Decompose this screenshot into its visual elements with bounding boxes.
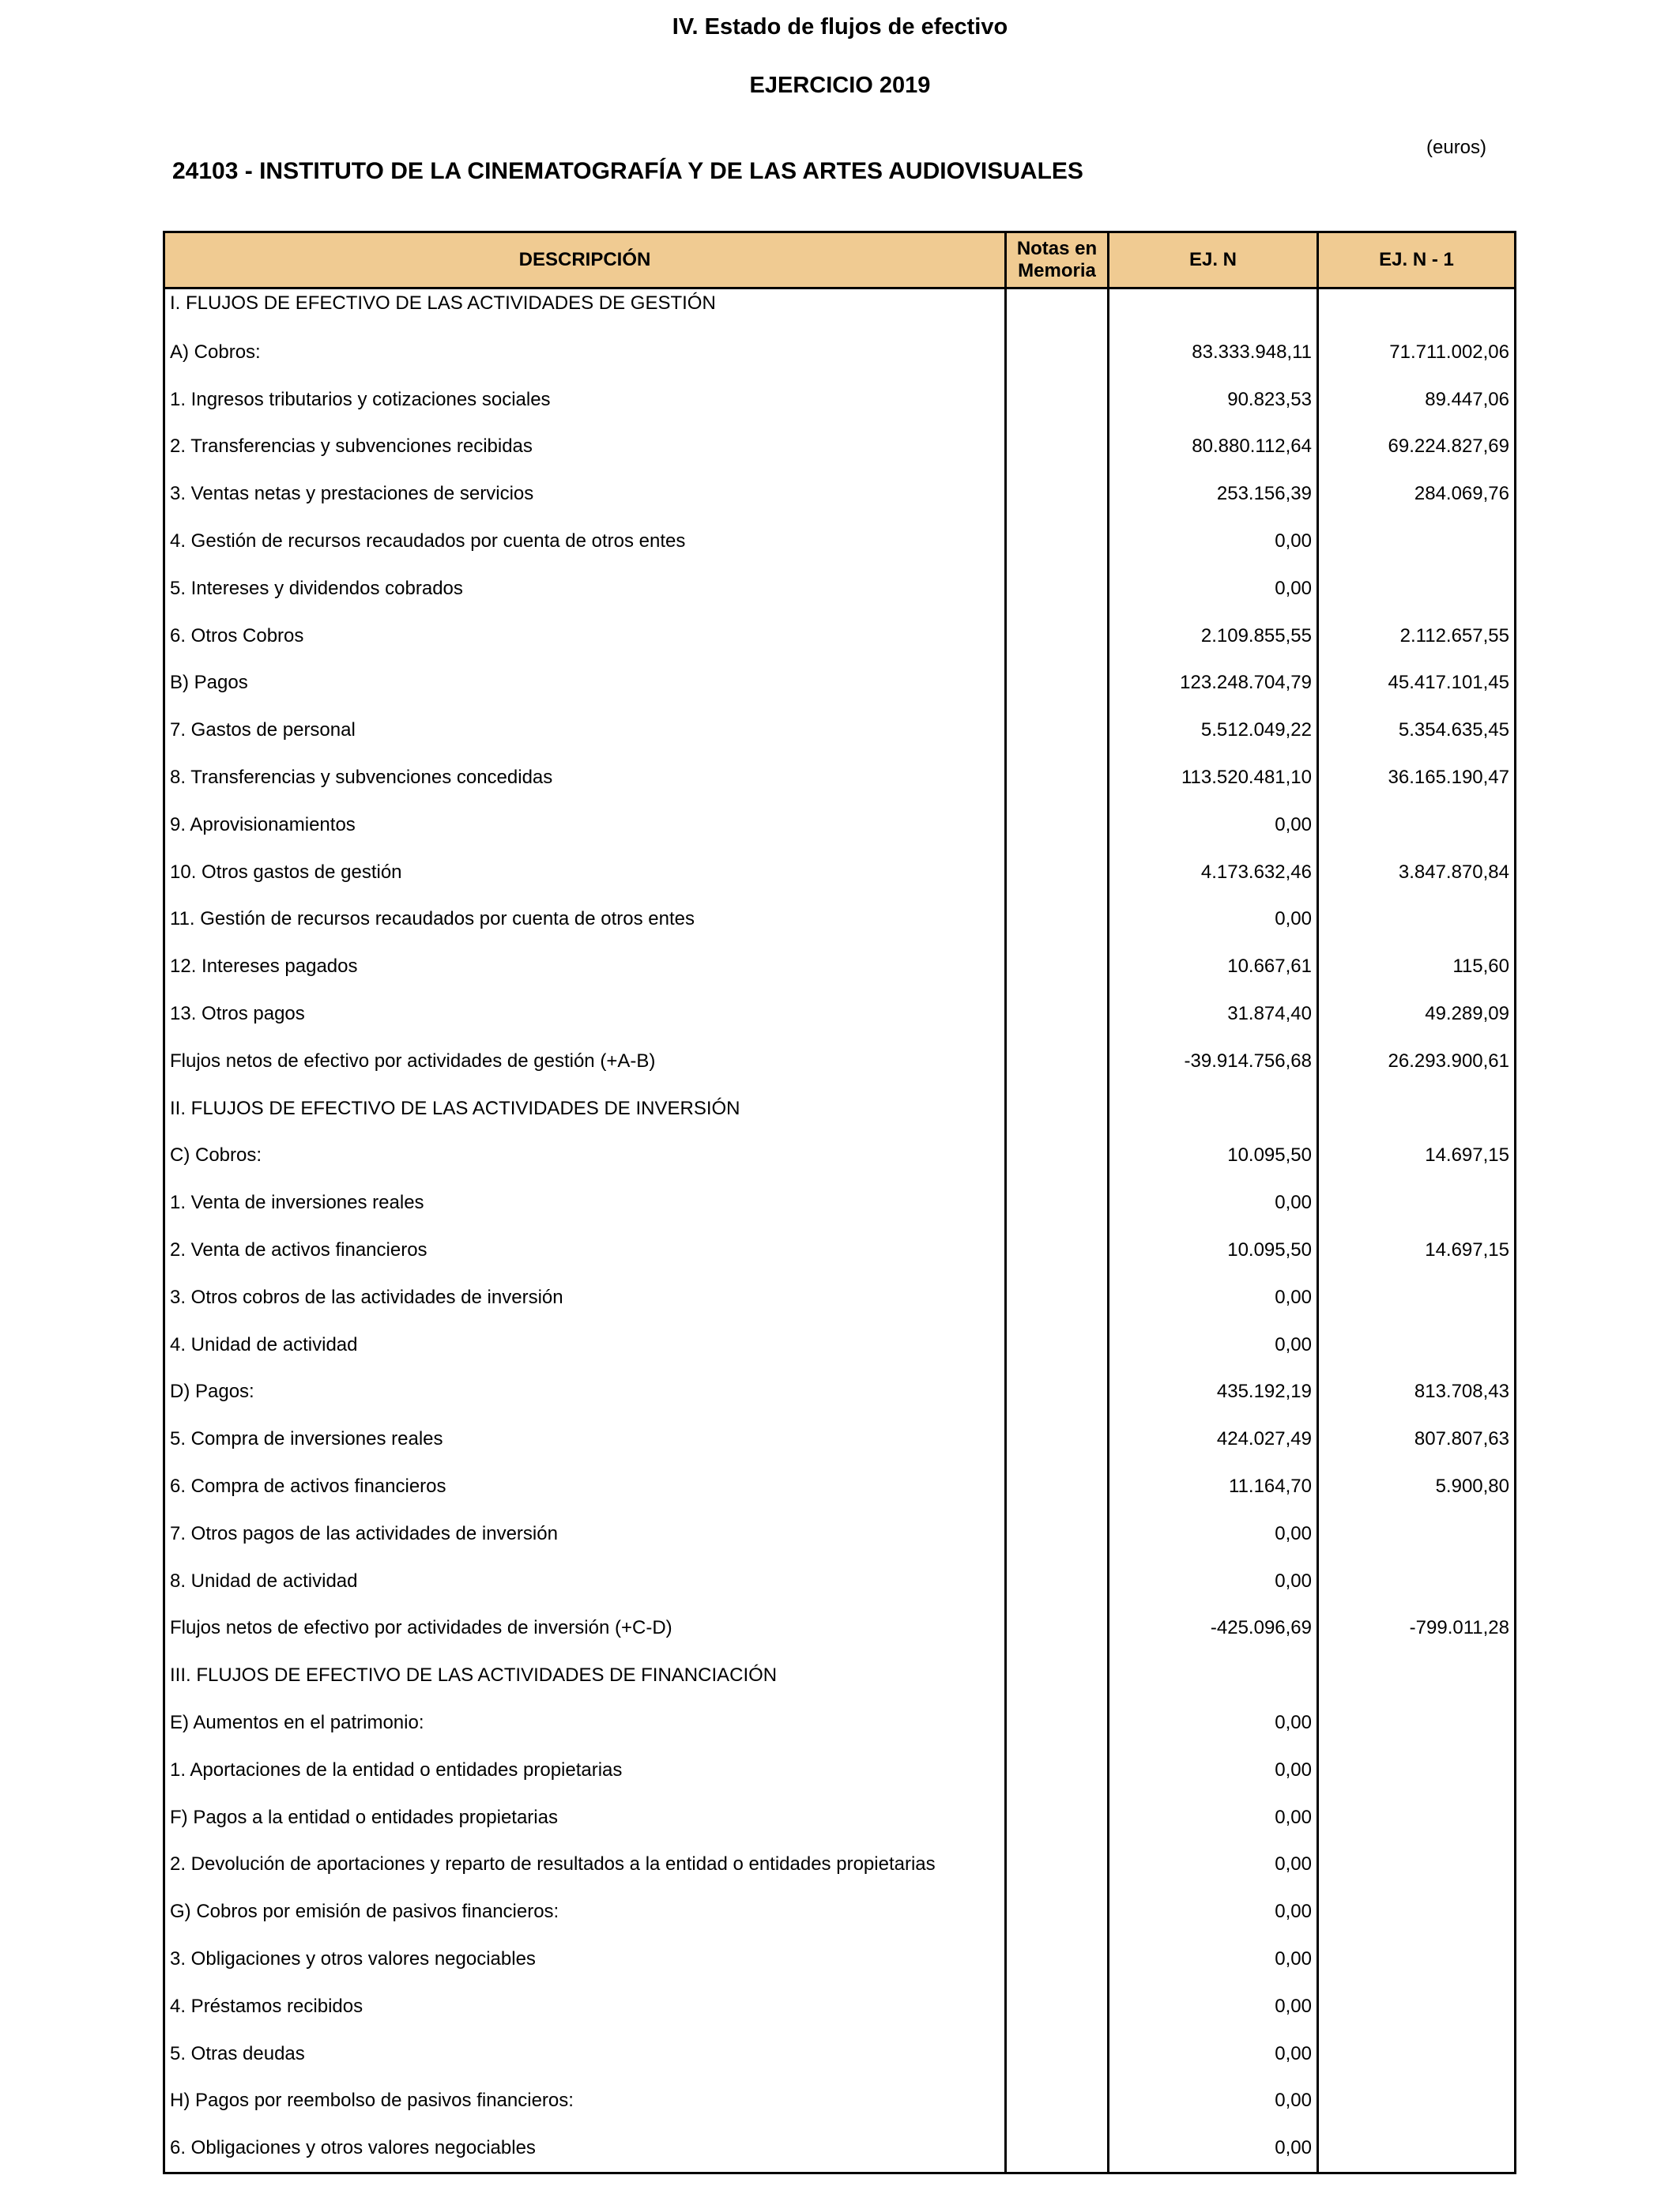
row-value-year-n: 11.164,70 xyxy=(1109,1463,1318,1510)
table-row xyxy=(164,565,1516,613)
row-description: Flujos netos de efectivo por actividades de inversión (+C-D) xyxy=(164,1605,1006,1653)
row-value-year-n: 0,00 xyxy=(1109,1699,1318,1747)
row-value-year-n: 2.109.855,55 xyxy=(1109,613,1318,660)
row-note xyxy=(1006,1274,1109,1321)
row-description: 3. Otros cobros de las actividades de inversión xyxy=(164,1274,1006,1321)
row-value-year-n: 0,00 xyxy=(1109,1983,1318,2030)
row-value-year-n1: -799.011,28 xyxy=(1318,1605,1516,1653)
row-value-year-n: 0,00 xyxy=(1109,1888,1318,1936)
row-value-year-n1: 3.847.870,84 xyxy=(1318,849,1516,896)
row-description: 1. Ingresos tributarios y cotizaciones sociales xyxy=(164,376,1006,424)
row-description: 1. Venta de inversiones reales xyxy=(164,1179,1006,1227)
row-description: 10. Otros gastos de gestión xyxy=(164,849,1006,896)
table-row xyxy=(164,1274,1516,1321)
table-row xyxy=(164,1888,1516,1936)
row-note xyxy=(1006,518,1109,565)
row-value-year-n1: 2.112.657,55 xyxy=(1318,613,1516,660)
row-description: 3. Ventas netas y prestaciones de servicios xyxy=(164,470,1006,518)
table-row xyxy=(164,1321,1516,1369)
row-description: 4. Unidad de actividad xyxy=(164,1321,1006,1369)
table-row xyxy=(164,1983,1516,2030)
row-description: 2. Devolución de aportaciones y reparto de resultados a la entidad o entidades propietarias xyxy=(164,1842,1006,1889)
row-note xyxy=(1006,613,1109,660)
row-description: Flujos netos de efectivo por actividades de gestión (+A-B) xyxy=(164,1038,1006,1085)
row-value-year-n: 0,00 xyxy=(1109,1558,1318,1605)
row-value-year-n1 xyxy=(1318,801,1516,849)
row-note xyxy=(1006,1605,1109,1653)
row-description: 5. Otras deudas xyxy=(164,2030,1006,2078)
table-row xyxy=(164,2124,1516,2173)
row-value-year-n1: 284.069,76 xyxy=(1318,470,1516,518)
table-row xyxy=(164,990,1516,1038)
row-description: 9. Aprovisionamientos xyxy=(164,801,1006,849)
row-value-year-n: 424.027,49 xyxy=(1109,1416,1318,1463)
row-value-year-n: 0,00 xyxy=(1109,1179,1318,1227)
row-note xyxy=(1006,896,1109,944)
row-note xyxy=(1006,2077,1109,2124)
row-value-year-n1: 26.293.900,61 xyxy=(1318,1038,1516,1085)
row-note xyxy=(1006,2124,1109,2173)
row-value-year-n: 4.173.632,46 xyxy=(1109,849,1318,896)
row-value-year-n: 0,00 xyxy=(1109,1794,1318,1842)
row-value-year-n1 xyxy=(1318,1794,1516,1842)
row-note xyxy=(1006,1558,1109,1605)
row-note xyxy=(1006,1888,1109,1936)
table-row xyxy=(164,1038,1516,1085)
row-note xyxy=(1006,707,1109,754)
row-description: 2. Transferencias y subvenciones recibidas xyxy=(164,424,1006,471)
row-description: 12. Intereses pagados xyxy=(164,943,1006,990)
table-row xyxy=(164,754,1516,801)
table-row xyxy=(164,1510,1516,1558)
row-value-year-n1 xyxy=(1318,2030,1516,2078)
row-description: E) Aumentos en el patrimonio: xyxy=(164,1699,1006,1747)
row-note xyxy=(1006,1842,1109,1889)
table-row xyxy=(164,1936,1516,1983)
row-value-year-n1 xyxy=(1318,565,1516,613)
row-note xyxy=(1006,754,1109,801)
table-body xyxy=(164,288,1516,2173)
currency-units: (euros) xyxy=(1426,137,1487,158)
row-value-year-n: 0,00 xyxy=(1109,2124,1318,2173)
table-row xyxy=(164,2077,1516,2124)
row-value-year-n1 xyxy=(1318,2077,1516,2124)
row-value-year-n1: 115,60 xyxy=(1318,943,1516,990)
table-row xyxy=(164,801,1516,849)
col-header-notes-line1: Notas en xyxy=(1016,238,1098,259)
table-row xyxy=(164,1652,1516,1699)
table-row xyxy=(164,943,1516,990)
row-value-year-n: 83.333.948,11 xyxy=(1109,329,1318,376)
row-note xyxy=(1006,565,1109,613)
row-value-year-n1 xyxy=(1318,1179,1516,1227)
row-value-year-n1: 5.900,80 xyxy=(1318,1463,1516,1510)
row-value-year-n: 0,00 xyxy=(1109,1842,1318,1889)
row-value-year-n: 0,00 xyxy=(1109,565,1318,613)
row-note xyxy=(1006,1794,1109,1842)
table-row xyxy=(164,849,1516,896)
table-row xyxy=(164,376,1516,424)
row-value-year-n: 0,00 xyxy=(1109,2030,1318,2078)
row-description: 3. Obligaciones y otros valores negociables xyxy=(164,1936,1006,1983)
row-value-year-n1 xyxy=(1318,2124,1516,2173)
row-value-year-n: 0,00 xyxy=(1109,2077,1318,2124)
row-value-year-n1 xyxy=(1318,1321,1516,1369)
table-row xyxy=(164,1369,1516,1416)
row-description: III. FLUJOS DE EFECTIVO DE LAS ACTIVIDADES DE FINANCIACIÓN xyxy=(164,1652,1006,1699)
row-value-year-n: 10.095,50 xyxy=(1109,1227,1318,1274)
row-description: B) Pagos xyxy=(164,660,1006,707)
table-row xyxy=(164,1794,1516,1842)
row-note xyxy=(1006,1747,1109,1794)
row-value-year-n: 10.667,61 xyxy=(1109,943,1318,990)
row-description: C) Cobros: xyxy=(164,1133,1006,1180)
row-description: I. FLUJOS DE EFECTIVO DE LAS ACTIVIDADES DE GESTIÓN xyxy=(164,288,1006,330)
row-note xyxy=(1006,2030,1109,2078)
row-value-year-n: 5.512.049,22 xyxy=(1109,707,1318,754)
row-value-year-n: 0,00 xyxy=(1109,896,1318,944)
row-description: F) Pagos a la entidad o entidades propietarias xyxy=(164,1794,1006,1842)
row-note xyxy=(1006,424,1109,471)
row-value-year-n1: 71.711.002,06 xyxy=(1318,329,1516,376)
row-note xyxy=(1006,1652,1109,1699)
table-row xyxy=(164,707,1516,754)
row-description: 7. Otros pagos de las actividades de inversión xyxy=(164,1510,1006,1558)
table-row xyxy=(164,1179,1516,1227)
row-value-year-n1 xyxy=(1318,1842,1516,1889)
row-value-year-n: 435.192,19 xyxy=(1109,1369,1318,1416)
row-description: D) Pagos: xyxy=(164,1369,1006,1416)
row-value-year-n1: 5.354.635,45 xyxy=(1318,707,1516,754)
row-note xyxy=(1006,1179,1109,1227)
row-note xyxy=(1006,1699,1109,1747)
row-value-year-n1: 14.697,15 xyxy=(1318,1227,1516,1274)
row-value-year-n: 0,00 xyxy=(1109,1936,1318,1983)
col-header-year-n: EJ. N xyxy=(1109,232,1318,288)
row-note xyxy=(1006,1321,1109,1369)
table-row xyxy=(164,1416,1516,1463)
table-row xyxy=(164,2030,1516,2078)
row-description: II. FLUJOS DE EFECTIVO DE LAS ACTIVIDADES DE INVERSIÓN xyxy=(164,1085,1006,1133)
row-note xyxy=(1006,849,1109,896)
row-note xyxy=(1006,1416,1109,1463)
statement-title: IV. Estado de flujos de efectivo xyxy=(672,14,1008,40)
table-row xyxy=(164,1227,1516,1274)
row-value-year-n1 xyxy=(1318,1085,1516,1133)
row-value-year-n: 113.520.481,10 xyxy=(1109,754,1318,801)
table-row xyxy=(164,518,1516,565)
row-value-year-n1 xyxy=(1318,1983,1516,2030)
row-value-year-n1: 69.224.827,69 xyxy=(1318,424,1516,471)
table-row xyxy=(164,1605,1516,1653)
row-description: 4. Préstamos recibidos xyxy=(164,1983,1006,2030)
row-value-year-n1 xyxy=(1318,1510,1516,1558)
row-value-year-n1: 807.807,63 xyxy=(1318,1416,1516,1463)
row-value-year-n1: 14.697,15 xyxy=(1318,1133,1516,1180)
row-note xyxy=(1006,288,1109,330)
row-description: 8. Unidad de actividad xyxy=(164,1558,1006,1605)
row-description: 11. Gestión de recursos recaudados por cuenta de otros entes xyxy=(164,896,1006,944)
row-value-year-n: 90.823,53 xyxy=(1109,376,1318,424)
table-header-row xyxy=(164,232,1516,288)
row-note xyxy=(1006,376,1109,424)
table-row xyxy=(164,1133,1516,1180)
row-value-year-n1: 813.708,43 xyxy=(1318,1369,1516,1416)
row-note xyxy=(1006,470,1109,518)
row-value-year-n: -425.096,69 xyxy=(1109,1605,1318,1653)
col-header-year-n1: EJ. N - 1 xyxy=(1318,232,1516,288)
row-value-year-n1 xyxy=(1318,1747,1516,1794)
row-description: 1. Aportaciones de la entidad o entidades propietarias xyxy=(164,1747,1006,1794)
row-value-year-n1 xyxy=(1318,1274,1516,1321)
table-row xyxy=(164,1699,1516,1747)
table-row xyxy=(164,1085,1516,1133)
row-value-year-n1 xyxy=(1318,1936,1516,1983)
exercise-year: EJERCICIO 2019 xyxy=(749,73,931,98)
row-description: 6. Obligaciones y otros valores negociables xyxy=(164,2124,1006,2173)
row-description: 5. Intereses y dividendos cobrados xyxy=(164,565,1006,613)
row-description: 13. Otros pagos xyxy=(164,990,1006,1038)
row-value-year-n: 0,00 xyxy=(1109,518,1318,565)
col-header-notes-line2: Memoria xyxy=(1018,260,1096,281)
row-note xyxy=(1006,1936,1109,1983)
row-description: A) Cobros: xyxy=(164,329,1006,376)
table-row xyxy=(164,660,1516,707)
row-description: 2. Venta de activos financieros xyxy=(164,1227,1006,1274)
row-value-year-n: 0,00 xyxy=(1109,1510,1318,1558)
row-value-year-n: 123.248.704,79 xyxy=(1109,660,1318,707)
table-row xyxy=(164,1463,1516,1510)
row-note xyxy=(1006,1983,1109,2030)
row-value-year-n1 xyxy=(1318,1652,1516,1699)
row-value-year-n xyxy=(1109,1085,1318,1133)
col-header-notes xyxy=(1006,232,1109,288)
row-value-year-n: 31.874,40 xyxy=(1109,990,1318,1038)
row-value-year-n: 10.095,50 xyxy=(1109,1133,1318,1180)
table-row xyxy=(164,424,1516,471)
row-note xyxy=(1006,1038,1109,1085)
row-value-year-n1: 36.165.190,47 xyxy=(1318,754,1516,801)
row-value-year-n1 xyxy=(1318,1558,1516,1605)
row-value-year-n1 xyxy=(1318,896,1516,944)
row-value-year-n: 0,00 xyxy=(1109,801,1318,849)
row-value-year-n: 0,00 xyxy=(1109,1274,1318,1321)
table-row xyxy=(164,613,1516,660)
row-value-year-n1: 45.417.101,45 xyxy=(1318,660,1516,707)
row-description: 7. Gastos de personal xyxy=(164,707,1006,754)
row-description: 5. Compra de inversiones reales xyxy=(164,1416,1006,1463)
row-value-year-n: -39.914.756,68 xyxy=(1109,1038,1318,1085)
row-note xyxy=(1006,1133,1109,1180)
row-description: 6. Compra de activos financieros xyxy=(164,1463,1006,1510)
row-value-year-n: 0,00 xyxy=(1109,1321,1318,1369)
row-description: H) Pagos por reembolso de pasivos financieros: xyxy=(164,2077,1006,2124)
row-note xyxy=(1006,1463,1109,1510)
cash-flow-table xyxy=(163,231,1516,2174)
row-value-year-n1 xyxy=(1318,288,1516,330)
row-description: 4. Gestión de recursos recaudados por cuenta de otros entes xyxy=(164,518,1006,565)
row-value-year-n1: 49.289,09 xyxy=(1318,990,1516,1038)
row-note xyxy=(1006,990,1109,1038)
row-note xyxy=(1006,1227,1109,1274)
row-note xyxy=(1006,329,1109,376)
row-value-year-n1: 89.447,06 xyxy=(1318,376,1516,424)
row-note xyxy=(1006,1085,1109,1133)
entity-name: 24103 - INSTITUTO DE LA CINEMATOGRAFÍA Y DE LAS ARTES AUDIOVISUALES xyxy=(172,158,1083,184)
row-description: G) Cobros por emisión de pasivos financieros: xyxy=(164,1888,1006,1936)
row-note xyxy=(1006,801,1109,849)
row-note xyxy=(1006,1369,1109,1416)
row-value-year-n: 80.880.112,64 xyxy=(1109,424,1318,471)
table-row xyxy=(164,896,1516,944)
row-note xyxy=(1006,660,1109,707)
row-value-year-n1 xyxy=(1318,1888,1516,1936)
row-value-year-n1 xyxy=(1318,518,1516,565)
row-description: 8. Transferencias y subvenciones concedidas xyxy=(164,754,1006,801)
row-note xyxy=(1006,943,1109,990)
table-row xyxy=(164,1842,1516,1889)
table-row xyxy=(164,329,1516,376)
row-note xyxy=(1006,1510,1109,1558)
table-row xyxy=(164,1558,1516,1605)
row-value-year-n xyxy=(1109,1652,1318,1699)
table-row xyxy=(164,288,1516,330)
table-row xyxy=(164,1747,1516,1794)
row-value-year-n1 xyxy=(1318,1699,1516,1747)
row-value-year-n: 253.156,39 xyxy=(1109,470,1318,518)
table-row xyxy=(164,470,1516,518)
row-value-year-n xyxy=(1109,288,1318,330)
row-description: 6. Otros Cobros xyxy=(164,613,1006,660)
row-value-year-n: 0,00 xyxy=(1109,1747,1318,1794)
col-header-description: DESCRIPCIÓN xyxy=(164,232,1006,288)
